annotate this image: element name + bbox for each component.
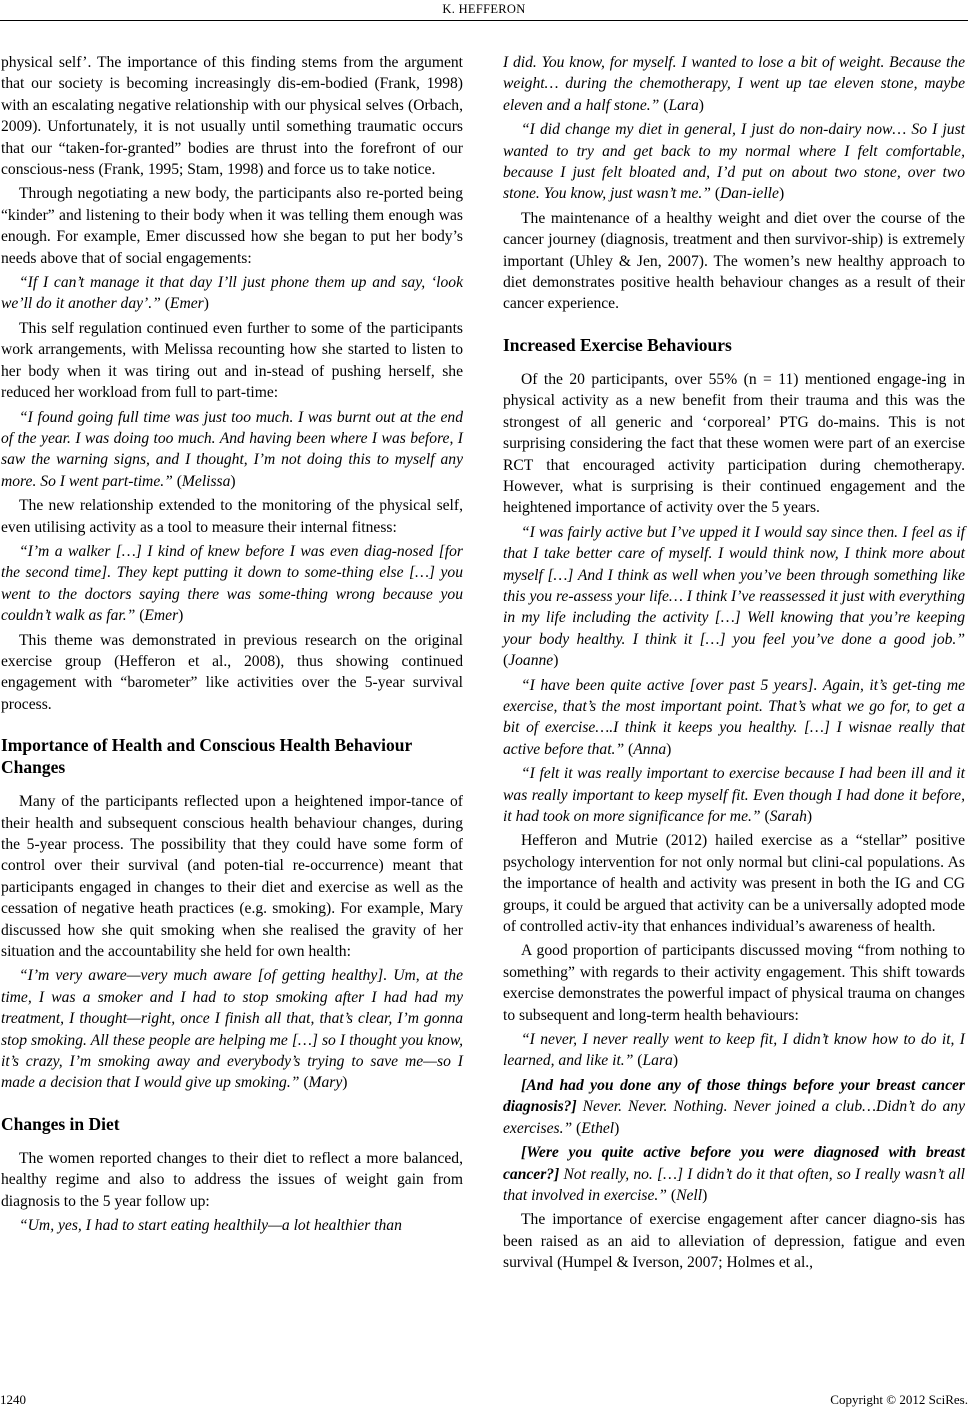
paragraph: The women reported changes to their diet to reflect a more balanced, healthy regime and also to address the issues of weight gain from diagnosis to the 5 year follow up: [1,1149,463,1210]
speaker-name: Anna [633,740,667,758]
copyright-notice: Copyright © 2012 SciRes. [830,1392,968,1407]
speaker-name: Emer [169,295,204,313]
interview-quote [1,1215,463,1236]
paragraph: The maintenance of a healthy weight and diet over the course of the cancer journey (diagnosis, treatment and then survivor-ship) is extremely important (Uhley & Jen, 2007). The women’s new healthy approach to diet demonstrates positive health behaviour changes as a result of their cancer experience. [503,209,965,313]
paragraph: physical self’. The importance of this finding stems from the argument that our society is becoming increasingly dis-em-bodied (Frank, 1998) with an escalating negative relationship with our physical selves (Orbach, 2009). Unfortunately, it is not usually until something traumatic occurs that our “taken-for-granted” bodies are thrust into the forefront of our conscious-ness (Frank, 1995; Stam, 1998) and force us to take notice. [1,54,463,179]
quote-text: “I have been quite active [over past 5 years]. Again, it’s get-ting me exercise, that’s the most important point. That’s what we go for, to get a bit of exercise….I think it keeps you healthy. […] I wisnae really that active before that.” [503,676,965,758]
speaker-name: Lara [668,96,699,114]
paragraph: A good proportion of participants discussed moving “from nothing to something” with regards to their activity engagement. This shift towards exercise demonstrates the powerful impact of physical trauma on changes to subsequent and long-term health behaviours: [503,942,965,1024]
speaker-name: Nell [676,1186,703,1204]
interviewer-question: [And had you done any of those things before your breast cancer diagnosis?] [503,1076,965,1116]
speaker-name: Lara [642,1052,673,1070]
interviewer-question: [Were you quite active before you were diagnosed with breast cancer?] [503,1144,965,1183]
quote-text: Not really, no. […] I didn’t do it that often, so I really wasn’t all that involved in exercise.” [503,1165,965,1204]
quote-text: “Um, yes, I had to start eating healthily—a lot healthier than [19,1217,402,1235]
paragraph: Hefferon and Mutrie (2012) hailed exercise as a “stellar” positive psychology intervention for not only normal but clini-cal populations. As the importance of health and activity was present in both the IG and CG groups, it could be argued that activity can be a universally adopted mode of controlled activ-ity that enhances individual’s awareness of health. [503,832,965,936]
quote-text: “I never, I never really went to keep fit, I didn’t know how to do it, I learned, and like it.” [503,1031,965,1070]
interview-quote: “If I can’t manage it that day I’ll just phone them up and say, ‘look we’ll do it another day’.” (Emer) [1,274,463,313]
quote-text: “I did change my diet in general, I just do non-dairy now… So I just wanted to try and get back to my normal where I felt comfortable, because I just felt bloated and, I’d put on about two stone, over two stone. You know, just wasn’t me.” [503,121,965,203]
quote-text: “I’m very aware—very much aware [of getting healthy]. Um, at the time, I was a smoker and I had to stop smoking after I had had my treatment, I thought—right, once I finish all that, that’s clear, I’m gonna stop smoking. All these people are helping me […] so I thought you know, it’s crazy, I’m smoking away and everybody’s trying to save me—so I made a decision that I would give up smoking.” [1,967,463,1092]
interview-quote: [And had you done any of those things before your breast cancer diagnosis?] Never. Never. Nothing. Never joined a club…Didn’t do any exercises.” (Ethel) [503,1076,965,1137]
section-heading: Importance of Health and Conscious Health Behaviour Changes [1,735,412,778]
paragraph: This theme was demonstrated in previous research on the original exercise group (Hefferon et al., 2008), thus showing continued engagement with “barometer” like activities over the 5-year survival process. [1,631,463,713]
interview-quote: “I have been quite active [over past 5 years]. Again, it’s get-ting me exercise, that’s the most important point. That’s what we go for, to get a bit of exercise….I think it keeps you healthy. […] I wisnae really that active before that.” (Anna) [503,676,965,758]
page-number: 1240 [0,1392,26,1407]
interview-quote: “I found going full time was just too much. I was burnt out at the end of the year. I was doing too much. And having been where I was before, I saw the warning signs, and I thought, I’m not doing this to myself any more. So I went part-time.” (Melissa) [1,408,463,490]
interview-quote: I did. You know, for myself. I wanted to lose a bit of weight. Because the weight… during the chemotherapy, I went up tae eleven stone, maybe eleven and a half stone.” (Lara) [503,54,965,114]
interview-quote: “I’m very aware—very much aware [of getting healthy]. Um, at the time, I was a smoker and I had to stop smoking after I had had my treatment, I thought—right, once I finish all that, that’s clear, I’m gonna stop smoking. All these people are helping me […] so I thought you know, it’s crazy, I’m smoking away and everybody’s trying to save me—so I made a decision that I would give up smoking.” (Mary) [1,967,463,1092]
quote-text: Never. Never. Nothing. Never joined a club…Didn’t do any exercises.” [503,1098,965,1137]
speaker-name: Melissa [181,472,231,490]
interview-quote: “I did change my diet in general, I just do non-dairy now… So I just wanted to try and get back to my normal where I felt comfortable, because I just felt bloated and, I’d put on about two stone, over two stone. You know, just wasn’t me.” (Dan-ielle) [503,121,965,203]
paragraph: The new relationship extended to the monitoring of the physical self, even utilising activity as a tool to measure their internal fitness: [1,497,463,536]
paragraph: This self regulation continued even further to some of the participants work arrangements, with Melissa recounting how she started to listen to her body when it was tiring out and in-stead of pushing herself, she reduced her workload from full to part-time: [1,319,463,402]
paragraph: Many of the participants reflected upon a heightened impor-tance of their health and subsequent conscious health behaviour changes, during the 5-year process. The possibility that they could have some form of control over their survival (and poten-tial re-occurrence) meant that participants engaged in changes to their diet and exercise as well as the cessation of negative heath practices (e.g. smoking). For example, Mary discussed how she quit smoking when she realised the gravity of her situation and the accountability she held for own health: [1,793,463,961]
interview-quote: “I’m a walker […] I kind of knew before I was even diag-nosed [for the second time]. They kept putting it down to some-thing else […] you went to the doctors saying there was some-thing wrong because you couldn’t walk as far.” (Emer) [1,542,463,625]
running-title: K. HEFFERON [442,2,526,16]
quote-text: I did. You know, for myself. I wanted to lose a bit of weight. Because the weight… during the chemotherapy, I went up tae eleven stone, maybe eleven and a half stone.” [503,54,965,114]
speaker-name: Emer [144,607,179,625]
interview-quote: “I never, I never really went to keep fit, I didn’t know how to do it, I learned, and like it.” (Lara) [503,1031,965,1070]
quote-text: “If I can’t manage it that day I’ll just phone them up and say, ‘look we’ll do it another day’.” [1,274,463,313]
speaker-name: Mary [308,1074,343,1092]
paragraph: Of the 20 participants, over 55% (n = 11) mentioned engage-ing in physical activity as a new benefit from their trauma and this was the strongest of all generic and ‘corporeal’ PTG do-mains. This is not surprising considering the fact that these women were part of an exercise RCT that encouraged activity participation during chemotherapy. However, what is surprising is their continued engagement and the heightened importance of activity over the 5 years. [503,370,965,517]
interview-quote: [Were you quite active before you were diagnosed with breast cancer?] Not really, no. […] I didn’t do it that often, so I really wasn’t all that involved in exercise.” (Nell) [503,1144,965,1204]
interview-quote: “I felt it was really important to exercise because I had been ill and it was really important to keep myself fit. Even though I had done it before, it had took on more significance for me.” (Sarah) [503,765,965,825]
right-column [503,52,965,1277]
interview-quote: “I was fairly active but I’ve upped it I would say since then. I feel as if that I take better care of myself. I would think now, I think more about myself […] And I think as well when you’ve been through something like this you re-assess your life… I think I’ve reassessed it just with everything in my life including the activity […] Well knowing that you’re keeping your body healthy. I think it […] you feel you’ve done a good job.” (Joanne) [503,523,965,670]
speaker-name: Ethel [581,1119,615,1137]
speaker-name: Joanne [508,652,554,670]
header-divider [0,20,968,21]
speaker-name: Dan-ielle [720,185,779,203]
section-heading: Increased Exercise Behaviours [503,334,732,355]
left-column [1,52,463,1240]
quote-text: “I was fairly active but I’ve upped it I would say since then. I feel as if that I take better care of myself. I would think now, I think more about myself […] And I think as well when you’ve been through something like this you re-assess your life… I think I’ve reassessed it just with everything in my life including the activity […] Well knowing that you’re keeping your body healthy. I think it […] you feel you’ve done a good job.” [503,523,965,648]
quote-text: “I’m a walker […] I kind of knew before I was even diag-nosed [for the second time]. They kept putting it down to some-thing else […] you went to the doctors saying there was some-thing wrong because you couldn’t walk as far.” [1,542,463,625]
quote-text: “I found going full time was just too much. I was burnt out at the end of the year. I was doing too much. And having been where I was before, I saw the warning signs, and I thought, I’m not doing this to myself any more. So I went part-time.” [1,408,463,490]
paragraph: Through negotiating a new body, the participants also re-ported being “kinder” and listening to their body when it was telling them enough was enough. For example, Emer discussed how she began to put her body’s needs above that of social engagements: [1,185,463,267]
section-heading: Changes in Diet [1,1113,120,1134]
speaker-name: Sarah [769,808,807,825]
paragraph: The importance of exercise engagement after cancer diagno-sis has been raised as an aid to alleviation of depression, fatigue and even survival (Humpel & Iverson, 2007; Holmes et al., [503,1211,965,1272]
quote-text: “I felt it was really important to exercise because I had been ill and it was really important to keep myself fit. Even though I had done it before, it had took on more significance for me.” [503,765,965,825]
